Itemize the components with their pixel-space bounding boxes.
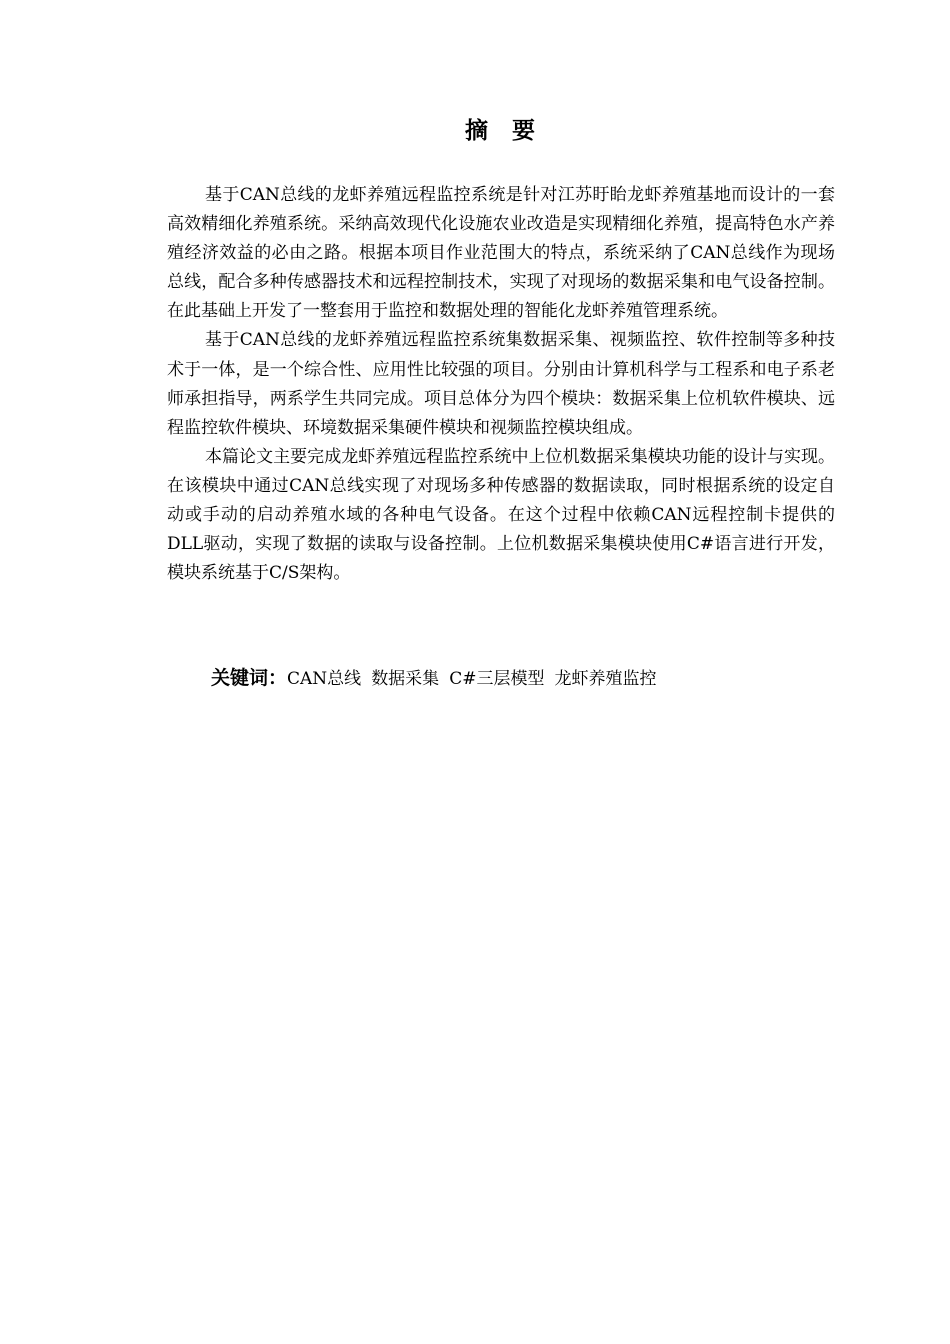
title-char-1: 摘 bbox=[465, 118, 488, 144]
keyword-item: C#三层模型 bbox=[449, 669, 545, 689]
keywords-label: 关键词： bbox=[211, 667, 288, 689]
abstract-body bbox=[167, 181, 835, 588]
abstract-paragraph-3: 本篇论文主要完成龙虾养殖远程监控系统中上位机数据采集模块功能的设计与实现。在该模块中通过CAN总线实现了对现场多种传感器的数据读取，同时根据系统的设定自动或手动的启动养殖水域的各种电气设备。在这个过程中依赖CAN远程控制卡提供的DLL驱动，实现了数据的读取与设备控制。上位机数据采集模块使用C#语言进行开发，模块系统基于C/S架构。 bbox=[167, 446, 835, 584]
keyword-item: 数据采集 bbox=[371, 669, 440, 689]
keyword-item: CAN总线 bbox=[287, 669, 362, 689]
keywords-line bbox=[211, 664, 851, 694]
title-char-2: 要 bbox=[512, 118, 535, 144]
abstract-paragraph-2: 基于CAN总线的龙虾养殖远程监控系统集数据采集、视频监控、软件控制等多种技术于一体，是一个综合性、应用性比较强的项目。分别由计算机科学与工程系和电子系老师承担指导，两系学生共同完成。项目总体分为四个模块：数据采集上位机软件模块、远程监控软件模块、环境数据采集硬件模块和视频监控模块组成。 bbox=[167, 330, 835, 438]
abstract-title bbox=[0, 112, 950, 145]
keyword-item: 龙虾养殖监控 bbox=[554, 669, 657, 689]
abstract-paragraph-1: 基于CAN总线的龙虾养殖远程监控系统是针对江苏盱眙龙虾养殖基地而设计的一套高效精细化养殖系统。采纳高效现代化设施农业改造是实现精细化养殖，提高特色水产养殖经济效益的必由之路。根据本项目作业范围大的特点，系统采纳了CAN总线作为现场总线，配合多种传感器技术和远程控制技术，实现了对现场的数据采集和电气设备控制。在此基础上开发了一整套用于监控和数据处理的智能化龙虾养殖管理系统。 bbox=[167, 185, 835, 322]
